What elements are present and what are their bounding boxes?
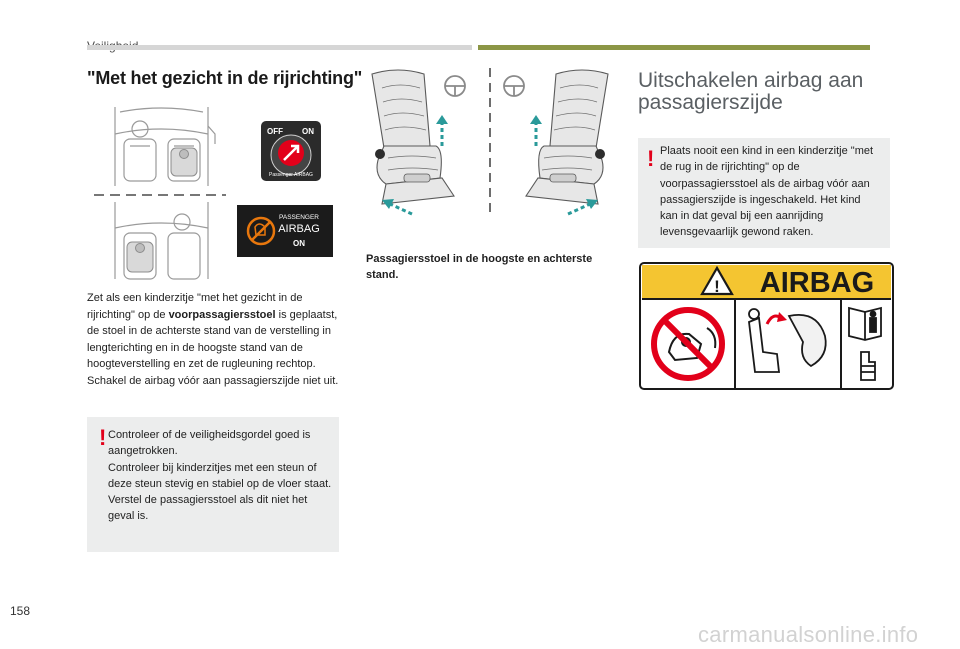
steering-wheel-icon [445,76,524,96]
warning-icon: ! [99,425,107,450]
no-rear-facing-seat-icon [654,310,722,378]
paragraph-bold-term: voorpassagiersstoel [168,308,276,321]
section-rule-grey [87,45,472,50]
paragraph-part-2: is geplaatst, de stoel in de achterste stand van de verstelling in lengterichting en in de hoogste stand van de hoogteverstelling en zet de rugleuning rechtop. Schakel de airbag vóór aan passagierszijde niet uit. [87,308,339,387]
left-warning-text [108,427,336,525]
lamp-line3: ON [293,239,305,248]
car-topview-illustration [90,104,230,286]
seat-caption: Passagiersstoel in de hoogste en achterste stand. [366,253,593,281]
passenger-seat-illustration [364,66,616,224]
switch-on-label: ON [302,127,314,136]
warning-icon: ! [647,146,655,171]
airbag-key-switch-illustration [261,121,321,181]
label-title: AIRBAG [759,267,875,299]
lamp-line1: PASSENGER [279,214,319,221]
warning-line-1: Controleer of de veiligheidsgordel goed is aangetrokken. [108,429,311,458]
page-number: 158 [10,604,31,618]
section-rule-olive [478,45,870,50]
switch-ring-label: Passenger AIRBAG [269,172,313,178]
left-heading: "Met het gezicht in de rijrichting" [87,68,363,88]
svg-text:!: ! [714,277,720,296]
airbag-on-lamp-illustration [237,205,333,257]
lamp-line2: AIRBAG [278,223,320,235]
right-warning-text: Plaats nooit een kind in een kinderzitje "met de rug in de rijrichting" op de voorpassagiersstoel als de airbag vóór aan passagierszijde is ingeschakeld. Het kind kan in dat geval bij een aanrijding levensgevaarlijk gewond raken. [660,145,874,239]
watermark: carmanualsonline.info [698,622,919,647]
left-paragraph [87,290,343,389]
warning-line-2: Controleer bij kinderzitjes met een steun of deze steun stevig en stabiel op de vloer staat. Verstel de passagiersstoel als dit niet het geval is. [108,461,332,523]
right-warning-box [638,138,890,248]
airbag-warning-label [639,262,894,390]
switch-off-label: OFF [267,127,283,136]
paragraph-part-1: Zet als een kinderzitje "met het gezicht in de rijrichting" op de [87,292,303,321]
right-heading: Uitschakelen airbag aan passagierszijde [638,69,864,114]
left-warning-box [87,417,339,552]
